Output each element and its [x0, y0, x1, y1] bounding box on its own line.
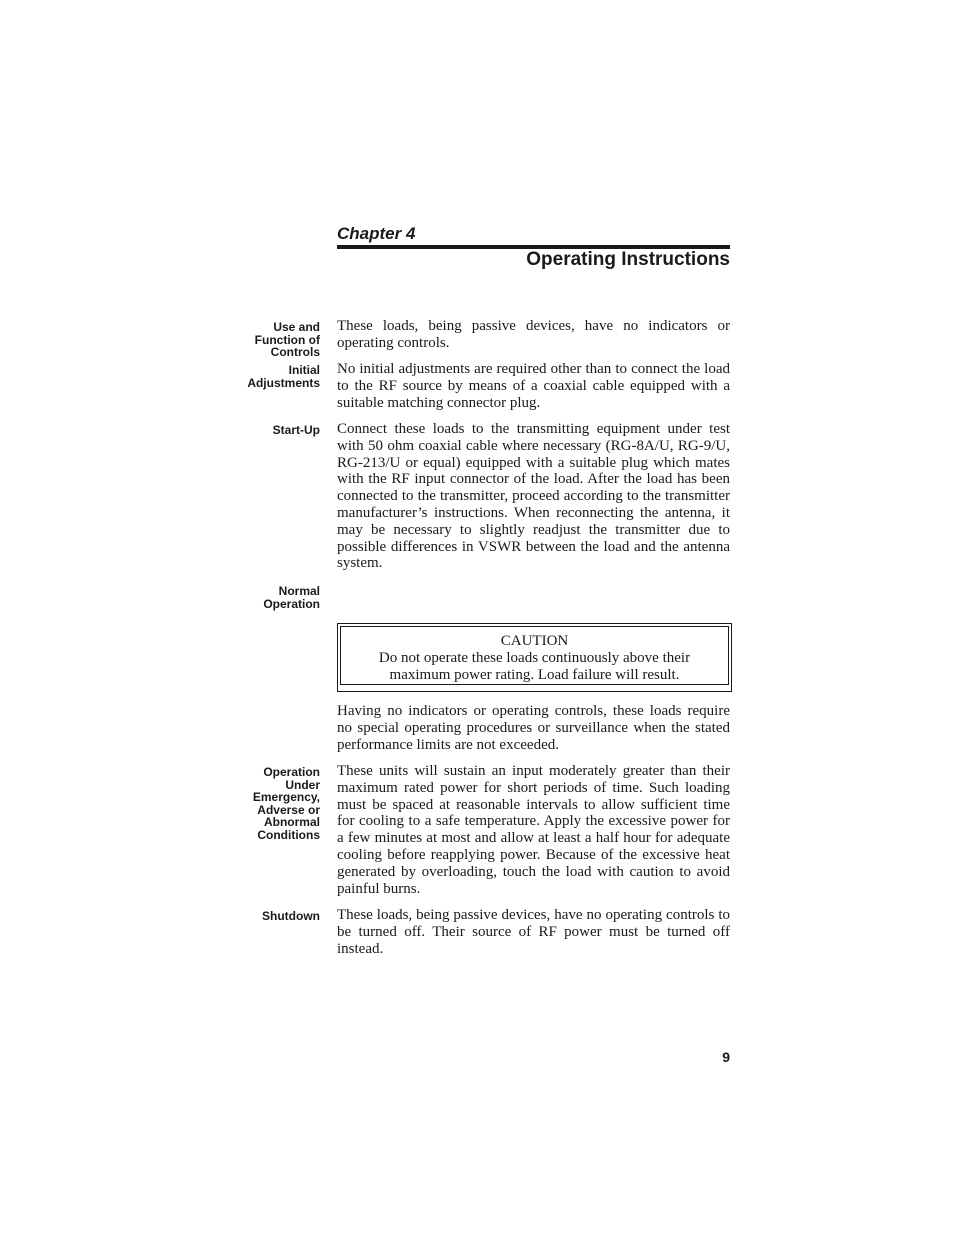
- paragraph-use: These loads, being passive devices, have no indicators or operating controls.: [337, 318, 730, 351]
- paragraph-emergency: These units will sustain an input moderately greater than their maximum rated power for short periods of time. Such loading must be spaced at reasonable intervals to allow sufficient time for cooling to a safe temperature. Apply the excessive power for a few minutes at most and allow at least a half hour for adequate cooling before reapplying power. Because of the excessive heat generated by overloading, touch the load with caution to avoid painful burns.: [337, 763, 730, 897]
- caution-title: CAUTION: [500, 633, 569, 649]
- side-heading-line: Controls: [270, 345, 320, 359]
- caution-box: [337, 623, 732, 692]
- side-heading-emergency: [210, 766, 320, 841]
- paragraph-startup: Connect these loads to the transmitting equipment under test with 50 ohm coaxial cable where necessary (RG-8A/U, RG-9/U, RG-213/U or equal) equipped with a suitable plug which mates with the RF input connector of the load. After the load has been connected to the transmitter, proceed according to the transmitter manufacturer’s instructions. When reconnecting the antenna, it may be necessary to slightly readjust the transmitter due to possible differences in VSWR between the load and the antenna system.: [337, 421, 730, 572]
- side-heading-line: Emergency,: [252, 790, 320, 804]
- side-heading-line: Use and: [273, 320, 320, 334]
- side-heading-line: Initial: [288, 363, 320, 377]
- side-heading-initial: [210, 364, 320, 389]
- caution-text-line: Do not operate these loads continuously above their: [378, 649, 691, 666]
- side-heading-line: Adverse or: [257, 802, 320, 817]
- side-heading-line: Normal: [278, 584, 320, 598]
- side-heading-use: [210, 321, 320, 359]
- caution-text-line: maximum power rating. Load failure will result.: [389, 666, 680, 683]
- side-heading-normal: [210, 585, 320, 610]
- caution-inner-frame: [340, 626, 729, 685]
- side-heading-shutdown: [210, 910, 320, 923]
- chapter-label: Chapter 4: [337, 224, 416, 243]
- page-number: 9: [722, 1049, 730, 1065]
- side-heading-line: Abnormal: [263, 815, 320, 829]
- paragraph-normal: Having no indicators or operating controls, these loads require no special operating procedures or surveillance when the stated performance limits are not exceeded.: [337, 703, 730, 753]
- side-heading-line: Function of: [254, 332, 320, 347]
- side-heading-line: Start-Up: [272, 423, 320, 437]
- side-heading-line: Operation: [263, 596, 320, 611]
- page-title: Operating Instructions: [526, 249, 730, 270]
- side-heading-line: Operation: [263, 765, 320, 779]
- side-heading-startup: [210, 424, 320, 437]
- paragraph-initial: No initial adjustments are required other than to connect the load to the RF source by means of a coaxial cable equipped with a suitable matching connector plug.: [337, 361, 730, 411]
- paragraph-shutdown: These loads, being passive devices, have no operating controls to be turned off. Their source of RF power must be turned off instead.: [337, 907, 730, 957]
- side-heading-line: Conditions: [257, 827, 320, 842]
- side-heading-line: Adjustments: [247, 375, 320, 390]
- side-heading-line: Under: [285, 777, 320, 792]
- side-heading-line: Shutdown: [262, 909, 320, 923]
